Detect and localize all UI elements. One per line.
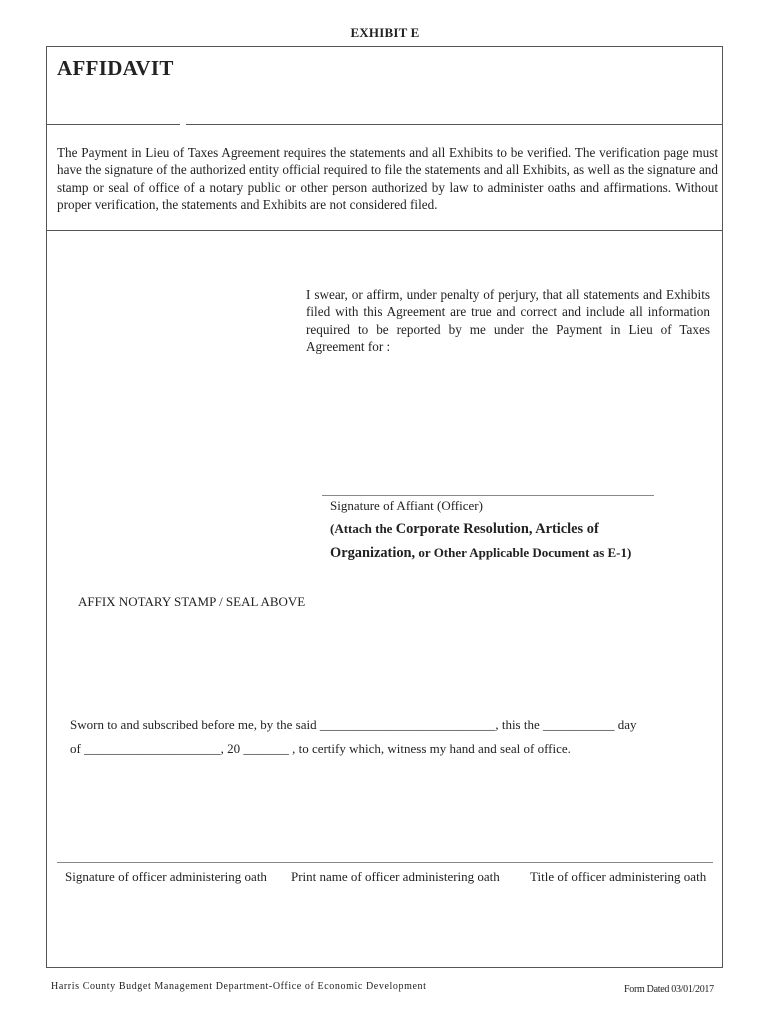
attach-instruction-line2 xyxy=(330,545,631,562)
sworn-line-1: Sworn to and subscribed before me, by the said ___________________________, this the ___________ day xyxy=(70,717,637,732)
officer-signature-line[interactable] xyxy=(57,862,713,863)
oath-statement: I swear, or affirm, under penalty of perjury, that all statements and Exhibits filed with this Agreement are true and correct and include all information required to be reported by me under the Payment in Lieu of Taxes Agreement for : xyxy=(306,287,710,355)
exhibit-heading: EXHIBIT E xyxy=(350,25,420,40)
title-divider xyxy=(46,124,180,125)
attach-organization: Organization, xyxy=(330,545,416,561)
footer-department: Harris County Budget Management Department-Office of Economic Development xyxy=(51,981,427,992)
attach-suffix: or Other Applicable Document as E-1) xyxy=(415,545,632,560)
sworn-line-2: of _____________________, 20 _______ , to certify which, witness my hand and seal of office. xyxy=(70,741,571,756)
page-title: AFFIDAVIT xyxy=(57,56,174,80)
attach-instruction-line1 xyxy=(330,521,599,538)
footer-form-date: Form Dated 03/01/2017 xyxy=(624,984,714,995)
title-divider-right xyxy=(186,124,723,125)
officer-title-label: Title of officer administering oath xyxy=(530,869,707,884)
officer-print-name-label: Print name of officer administering oath xyxy=(291,869,500,884)
affiant-signature-label: Signature of Affiant (Officer) xyxy=(330,498,483,513)
notary-seal-label: AFFIX NOTARY STAMP / SEAL ABOVE xyxy=(78,594,306,609)
attach-prefix: (Attach the xyxy=(330,521,396,536)
officer-signature-label: Signature of officer administering oath xyxy=(65,869,267,884)
attach-documents: Corporate Resolution, Articles of xyxy=(395,521,599,537)
intro-paragraph: The Payment in Lieu of Taxes Agreement requires the statements and all Exhibits to be verified. The verification page must have the signature of the authorized entity official required to file the statements and all Exhibits, as well as the signature and stamp or seal of office of a notary public or other person authorized by law to administer oaths and affirmations. Without proper verification, the statements and Exhibits are not considered filed. xyxy=(57,145,718,213)
intro-divider xyxy=(46,230,723,231)
affiant-signature-line[interactable] xyxy=(322,495,654,496)
